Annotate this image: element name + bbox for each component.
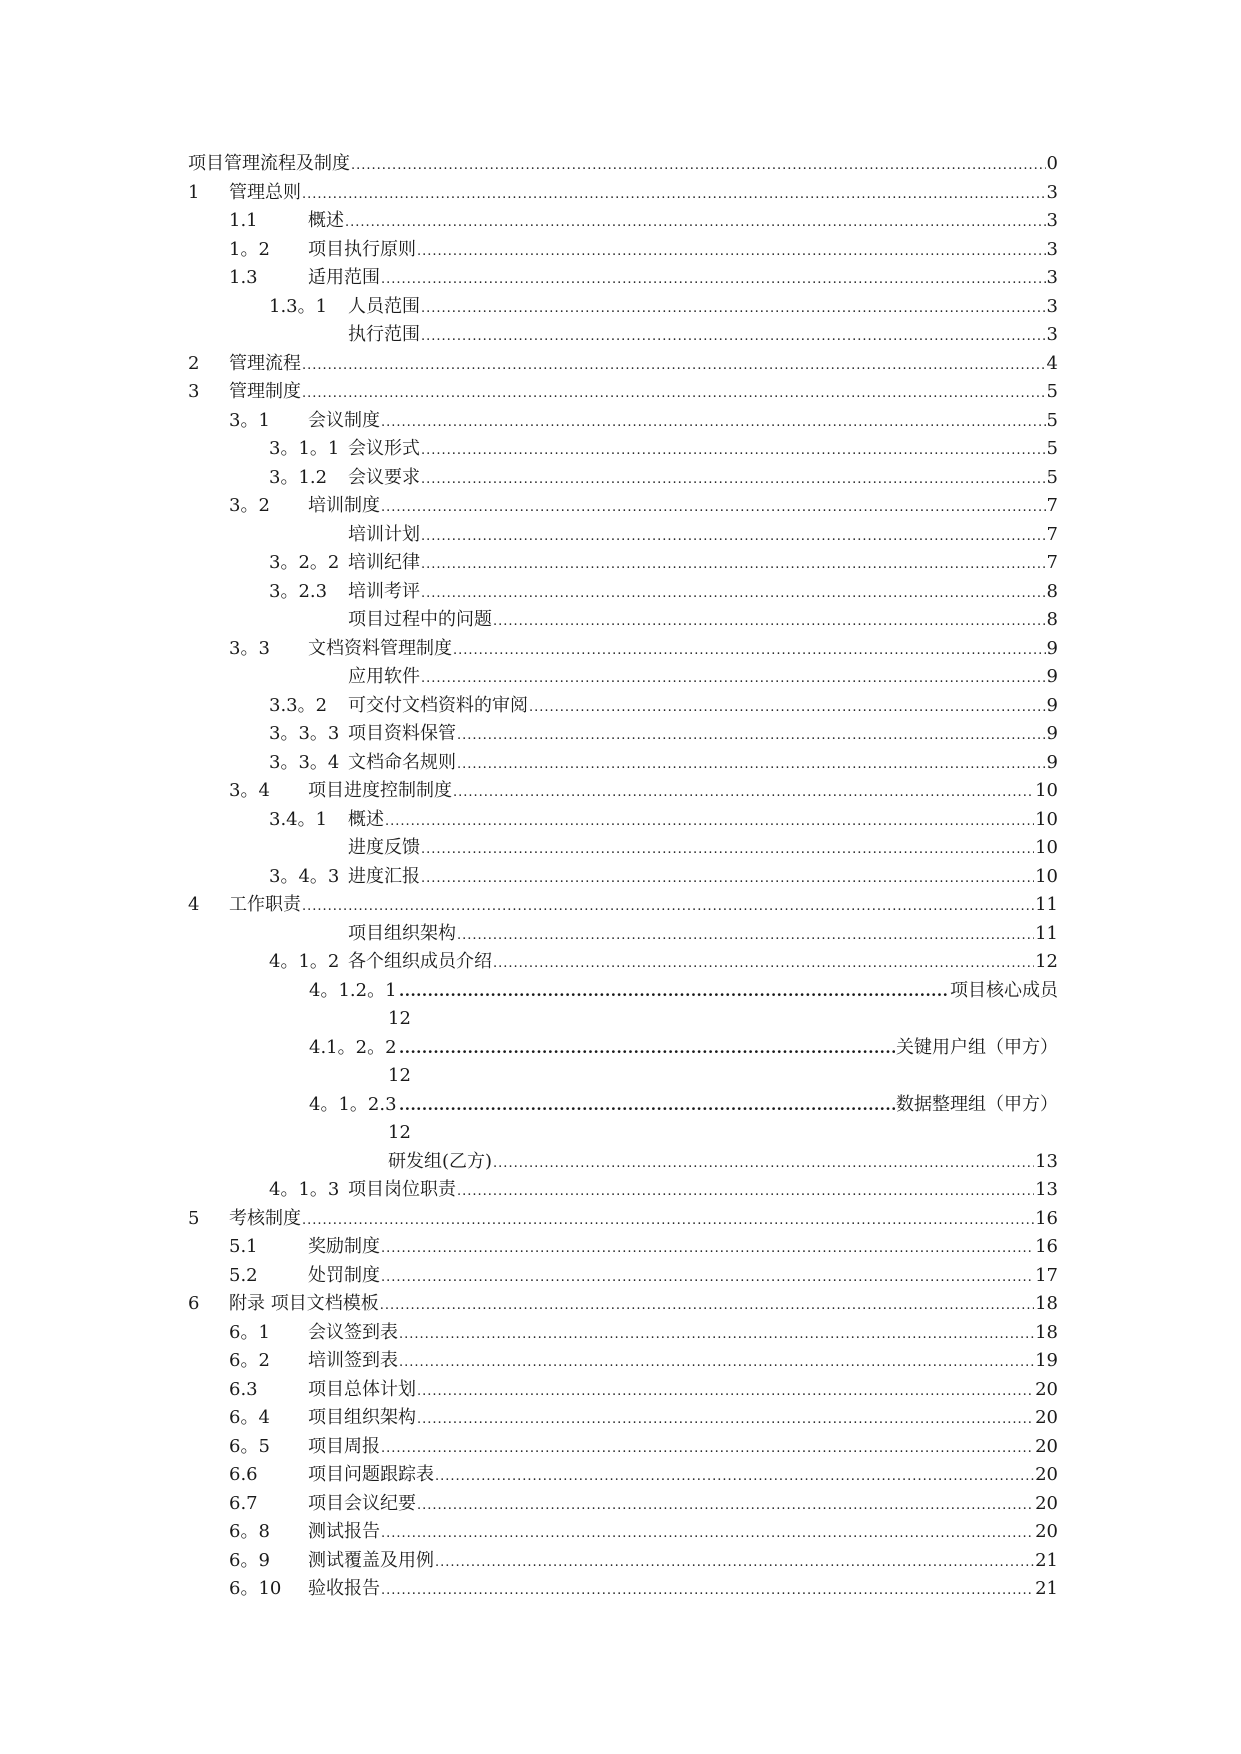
toc-entry-page: 3 (1046, 324, 1058, 345)
dot-leader (399, 1034, 895, 1063)
dot-leader (421, 435, 1046, 466)
toc-entry-page: 9 (1046, 723, 1058, 744)
toc-entry-title: 项目核心成员 (950, 979, 1058, 1001)
dot-leader (417, 1490, 1034, 1521)
toc-entry-number: 5.1 (229, 1236, 258, 1257)
toc-entry[interactable] (188, 521, 1058, 550)
toc-entry-title: 管理流程 (229, 352, 301, 374)
toc-entry[interactable] (188, 606, 1058, 635)
toc-entry-title: 奖励制度 (308, 1236, 380, 1257)
dot-leader (529, 692, 1046, 723)
toc-entry[interactable] (188, 1148, 1058, 1177)
toc-entry-title: 培训制度 (308, 495, 380, 516)
toc-entry-title: 项目执行原则 (308, 238, 416, 260)
toc-entry-title: 培训纪律 (348, 552, 420, 573)
toc-entry-title: 会议形式 (348, 438, 420, 459)
dot-leader (421, 549, 1046, 580)
toc-entry[interactable] (188, 1233, 1058, 1262)
toc-entry-title: 附录 项目文档模板 (229, 1293, 379, 1314)
dot-leader (399, 1319, 1034, 1350)
dot-leader (381, 1262, 1034, 1293)
toc-entry-page: 12 (388, 1008, 411, 1029)
toc-entry-title: 项目过程中的问题 (348, 609, 492, 630)
toc-entry[interactable] (188, 549, 1058, 578)
toc-entry-page: 4 (1046, 352, 1058, 374)
toc-entry-page: 3 (1046, 238, 1058, 260)
toc-entry-page: 10 (1035, 865, 1058, 887)
toc-entry-number: 3。1.2 (269, 466, 328, 488)
toc-entry-page: 5 (1046, 381, 1058, 402)
toc-entry-title: 验收报告 (308, 1578, 380, 1599)
toc-entry[interactable] (188, 663, 1058, 692)
toc-entry-number: 6.7 (229, 1492, 258, 1514)
toc-entry-page: 7 (1046, 523, 1058, 545)
toc-entry-page: 5 (1046, 409, 1058, 431)
toc-entry-number: 4 (188, 894, 200, 915)
toc-entry[interactable] (188, 207, 1058, 236)
toc-entry-title: 培训计划 (348, 523, 420, 545)
dot-leader (381, 1433, 1034, 1464)
toc-entry-title: 项目资料保管 (348, 723, 456, 744)
toc-entry[interactable] (188, 692, 1058, 721)
toc-entry[interactable] (188, 150, 1058, 179)
toc-entry[interactable] (188, 321, 1058, 350)
toc-entry[interactable] (188, 1376, 1058, 1405)
toc-entry-number: 3。1。1 (269, 438, 340, 459)
toc-entry-number: 1 (188, 181, 200, 203)
toc-entry[interactable] (188, 492, 1058, 521)
toc-entry-number: 4。1。2 (269, 951, 340, 972)
dot-leader (453, 635, 1046, 666)
toc-entry-title: 考核制度 (229, 1207, 301, 1229)
toc-entry-number: 4.1。2。2 (309, 1036, 397, 1058)
toc-entry-page: 20 (1035, 1492, 1058, 1514)
toc-entry[interactable] (188, 1404, 1058, 1433)
toc-entry-number: 3。4 (229, 780, 270, 801)
dot-leader (493, 948, 1034, 979)
toc-entry-number: 3。3 (229, 637, 270, 659)
toc-entry-page: 10 (1035, 780, 1058, 801)
toc-entry[interactable] (188, 863, 1058, 892)
toc-entry[interactable] (188, 977, 1058, 1006)
toc-entry[interactable] (188, 1547, 1058, 1576)
toc-entry-title: 各个组织成员介绍 (348, 951, 492, 972)
toc-entry[interactable] (188, 179, 1058, 208)
toc-entry-number: 3。3。4 (269, 751, 340, 773)
toc-entry-page-line (188, 1119, 1058, 1148)
toc-entry-number: 5 (188, 1207, 200, 1229)
toc-entry-title: 会议签到表 (308, 1321, 398, 1343)
toc-entry-number: 6。8 (229, 1521, 270, 1542)
toc-entry-title: 人员范围 (348, 295, 420, 317)
toc-entry-page: 8 (1046, 580, 1058, 602)
toc-entry-page: 13 (1035, 1150, 1058, 1172)
toc-entry-number: 3 (188, 381, 200, 402)
toc-entry-number: 6。10 (229, 1578, 282, 1599)
toc-entry-page: 5 (1046, 438, 1058, 459)
toc-entry[interactable] (188, 1176, 1058, 1205)
toc-entry-number: 6.3 (229, 1378, 258, 1400)
toc-entry-page: 12 (1035, 951, 1058, 972)
dot-leader (493, 1148, 1034, 1179)
toc-entry[interactable] (188, 834, 1058, 863)
toc-entry-number: 3。3。3 (269, 723, 340, 744)
toc-entry-number: 3。1 (229, 409, 270, 431)
dot-leader (421, 863, 1034, 894)
toc-entry[interactable] (188, 407, 1058, 436)
toc-entry-title: 项目总体计划 (308, 1378, 416, 1400)
toc-entry-page: 9 (1046, 694, 1058, 716)
dot-leader (457, 1176, 1034, 1207)
toc-entry-number: 3。2 (229, 495, 270, 516)
toc-entry-page: 19 (1035, 1350, 1058, 1371)
toc-entry-page: 17 (1035, 1264, 1058, 1286)
toc-entry-page: 21 (1035, 1549, 1058, 1571)
toc-entry-title: 项目岗位职责 (348, 1179, 456, 1200)
toc-entry[interactable] (188, 1518, 1058, 1547)
toc-entry-title: 培训签到表 (308, 1350, 398, 1371)
toc-entry-title: 项目组织架构 (348, 922, 456, 944)
toc-entry-title: 适用范围 (308, 267, 380, 288)
toc-entry[interactable] (188, 236, 1058, 265)
toc-entry-number: 2 (188, 352, 200, 374)
toc-entry-page: 11 (1035, 894, 1058, 915)
toc-entry[interactable] (188, 264, 1058, 293)
dot-leader (302, 179, 1046, 210)
toc-entry-page: 12 (388, 1065, 411, 1086)
toc-entry[interactable] (188, 578, 1058, 607)
toc-entry-title: 管理总则 (229, 181, 301, 203)
dot-leader (435, 1547, 1034, 1578)
toc-entry-title: 进度汇报 (348, 865, 420, 887)
dot-leader (302, 1205, 1034, 1236)
toc-entry-title: 概述 (348, 808, 384, 830)
toc-entry-title: 项目管理流程及制度 (188, 153, 350, 174)
toc-entry-number: 6。9 (229, 1549, 270, 1571)
toc-entry-number: 4。1.2。1 (309, 979, 397, 1001)
dot-leader (351, 150, 1046, 181)
toc-entry-number: 3。2.3 (269, 580, 328, 602)
toc-entry-page: 16 (1035, 1207, 1058, 1229)
toc-entry-title: 概述 (308, 210, 344, 231)
toc-entry-page: 9 (1046, 637, 1058, 659)
toc-entry-page-line (188, 1062, 1058, 1091)
toc-entry-page: 3 (1046, 267, 1058, 288)
toc-entry-page: 12 (388, 1122, 411, 1143)
dot-leader (417, 1376, 1034, 1407)
dot-leader (381, 407, 1046, 438)
toc-entry-number: 6。2 (229, 1350, 270, 1371)
dot-leader (302, 350, 1046, 381)
toc-entry-page: 20 (1035, 1435, 1058, 1457)
toc-entry[interactable] (188, 1262, 1058, 1291)
toc-entry-number: 6。1 (229, 1321, 270, 1343)
toc-entry-title: 应用软件 (348, 666, 420, 687)
toc-entry-title: 文档命名规则 (348, 751, 456, 773)
toc-entry[interactable] (188, 435, 1058, 464)
toc-entry[interactable] (188, 464, 1058, 493)
dot-leader (399, 1091, 895, 1120)
dot-leader (453, 777, 1034, 808)
dot-leader (421, 293, 1046, 324)
toc-entry-title: 项目会议纪要 (308, 1492, 416, 1514)
toc-entry[interactable] (188, 1575, 1058, 1604)
dot-leader (302, 378, 1046, 409)
toc-entry-page: 10 (1035, 837, 1058, 858)
dot-leader (345, 207, 1046, 238)
dot-leader (381, 1575, 1034, 1606)
dot-leader (385, 806, 1034, 837)
dot-leader (380, 1290, 1034, 1321)
dot-leader (399, 977, 949, 1006)
toc-entry[interactable] (188, 635, 1058, 664)
dot-leader (381, 1233, 1034, 1264)
toc-entry-title: 处罚制度 (308, 1264, 380, 1286)
toc-entry[interactable] (188, 1091, 1058, 1120)
toc-entry[interactable] (188, 1490, 1058, 1519)
toc-entry-page: 20 (1035, 1521, 1058, 1542)
toc-entry[interactable] (188, 378, 1058, 407)
dot-leader (417, 236, 1046, 267)
dot-leader (421, 834, 1034, 865)
toc-entry-page: 9 (1046, 666, 1058, 687)
toc-entry-page: 10 (1035, 808, 1058, 830)
dot-leader (381, 264, 1046, 295)
toc-entry-number: 3。2。2 (269, 552, 340, 573)
toc-entry-page: 20 (1035, 1407, 1058, 1428)
toc-entry-title: 工作职责 (229, 894, 301, 915)
toc-entry-page: 5 (1046, 466, 1058, 488)
toc-entry[interactable] (188, 920, 1058, 949)
toc-entry-title: 项目组织架构 (308, 1407, 416, 1428)
toc-entry-page: 16 (1035, 1236, 1058, 1257)
toc-entry-title: 管理制度 (229, 381, 301, 402)
toc-entry-title: 数据整理组（甲方） (896, 1093, 1058, 1115)
dot-leader (493, 606, 1046, 637)
toc-entry-page: 7 (1046, 495, 1058, 516)
toc-entry[interactable] (188, 948, 1058, 977)
toc-entry-page: 3 (1046, 210, 1058, 231)
dot-leader (302, 891, 1034, 922)
toc-entry-number: 6 (188, 1293, 200, 1314)
dot-leader (421, 663, 1046, 694)
toc-entry-number: 1.1 (229, 210, 258, 231)
toc-entry[interactable] (188, 1433, 1058, 1462)
toc-entry-page: 3 (1046, 295, 1058, 317)
dot-leader (457, 920, 1034, 951)
table-of-contents (188, 150, 1058, 1604)
toc-entry-title: 会议制度 (308, 409, 380, 431)
toc-entry-title: 项目周报 (308, 1435, 380, 1457)
toc-entry-title: 项目进度控制制度 (308, 780, 452, 801)
toc-entry-number: 4。1。2.3 (309, 1093, 397, 1115)
toc-entry-title: 培训考评 (348, 580, 420, 602)
toc-entry-number: 6.6 (229, 1464, 258, 1485)
dot-leader (421, 521, 1046, 552)
toc-entry-page: 20 (1035, 1378, 1058, 1400)
toc-entry-page: 0 (1046, 153, 1058, 174)
toc-entry-title: 关键用户组（甲方） (896, 1036, 1058, 1058)
toc-entry-page: 8 (1046, 609, 1058, 630)
toc-entry-page: 21 (1035, 1578, 1058, 1599)
toc-entry-title: 文档资料管理制度 (308, 637, 452, 659)
toc-entry-title: 测试覆盖及用例 (308, 1549, 434, 1571)
dot-leader (421, 321, 1046, 352)
toc-entry[interactable] (188, 1205, 1058, 1234)
toc-entry-number: 1.3 (229, 267, 258, 288)
toc-entry-number: 4。1。3 (269, 1179, 340, 1200)
toc-entry-number: 1。2 (229, 238, 270, 260)
toc-entry-page: 7 (1046, 552, 1058, 573)
toc-entry-title: 可交付文档资料的审阅 (348, 694, 528, 716)
toc-entry-title: 进度反馈 (348, 837, 420, 858)
dot-leader (381, 1518, 1034, 1549)
toc-entry-number: 1.3。1 (269, 295, 328, 317)
dot-leader (435, 1461, 1034, 1492)
toc-entry-page: 3 (1046, 181, 1058, 203)
toc-entry-page: 20 (1035, 1464, 1058, 1485)
toc-entry[interactable] (188, 1034, 1058, 1063)
dot-leader (421, 464, 1046, 495)
toc-entry[interactable] (188, 293, 1058, 322)
toc-entry-number: 6。4 (229, 1407, 270, 1428)
toc-entry[interactable] (188, 1347, 1058, 1376)
toc-entry-title: 执行范围 (348, 324, 420, 345)
toc-entry[interactable] (188, 891, 1058, 920)
toc-entry-number: 3。4。3 (269, 865, 340, 887)
toc-entry-title: 会议要求 (348, 466, 420, 488)
toc-entry-number: 6。5 (229, 1435, 270, 1457)
toc-entry[interactable] (188, 777, 1058, 806)
dot-leader (381, 492, 1046, 523)
toc-entry-page-line (188, 1005, 1058, 1034)
toc-entry-page: 13 (1035, 1179, 1058, 1200)
toc-entry-page: 11 (1035, 922, 1058, 944)
toc-entry-number: 5.2 (229, 1264, 258, 1286)
dot-leader (457, 720, 1046, 751)
toc-entry-page: 18 (1035, 1321, 1058, 1343)
toc-entry[interactable] (188, 720, 1058, 749)
dot-leader (399, 1347, 1034, 1378)
toc-entry[interactable] (188, 806, 1058, 835)
toc-entry-title: 研发组(乙方) (388, 1150, 493, 1172)
toc-entry-page: 9 (1046, 751, 1058, 773)
toc-entry[interactable] (188, 1319, 1058, 1348)
dot-leader (457, 749, 1046, 780)
toc-entry-number: 3.4。1 (269, 808, 328, 830)
toc-entry-page: 18 (1035, 1293, 1058, 1314)
toc-entry-number: 3.3。2 (269, 694, 328, 716)
toc-entry-title: 测试报告 (308, 1521, 380, 1542)
toc-entry[interactable] (188, 1461, 1058, 1490)
toc-entry[interactable] (188, 350, 1058, 379)
toc-entry[interactable] (188, 1290, 1058, 1319)
dot-leader (417, 1404, 1034, 1435)
toc-entry-title: 项目问题跟踪表 (308, 1464, 434, 1485)
dot-leader (421, 578, 1046, 609)
toc-entry[interactable] (188, 749, 1058, 778)
